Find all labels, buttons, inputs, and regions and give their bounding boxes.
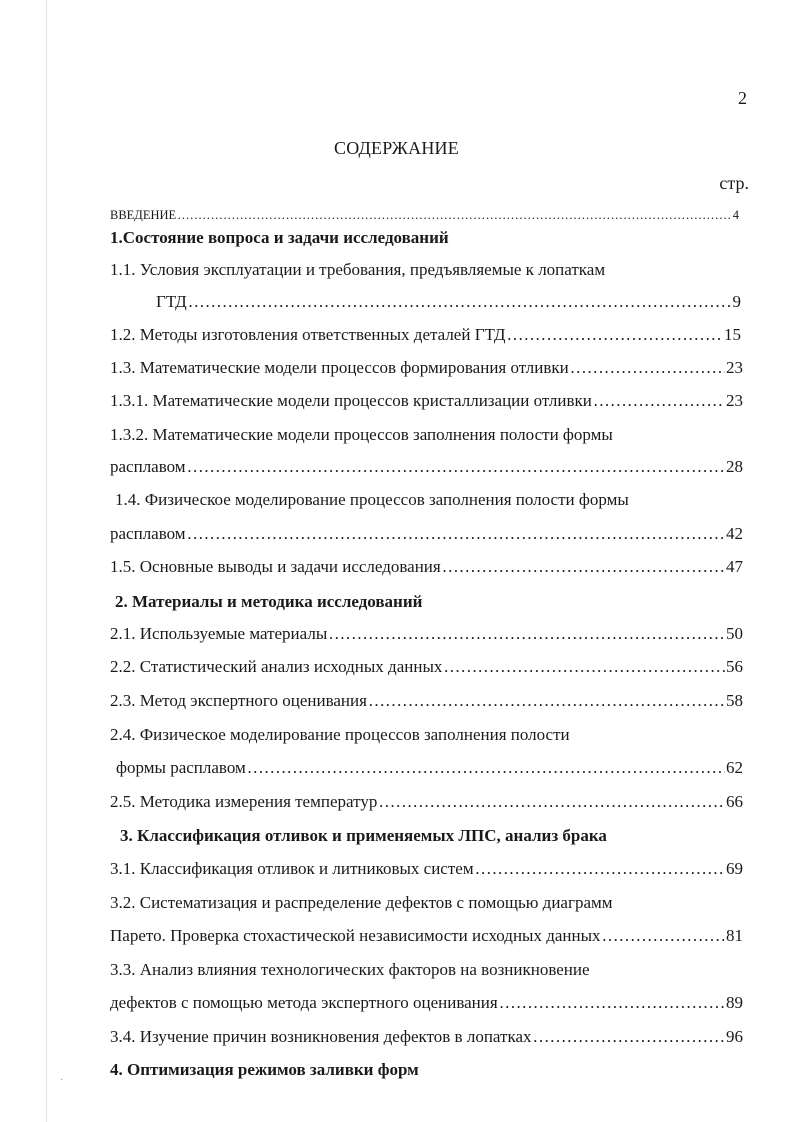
toc-leader-dots <box>187 457 725 477</box>
toc-entry-text: 2.3. Метод экспертного оценивания <box>110 691 367 710</box>
toc-leader-dots <box>570 358 725 378</box>
scan-speck: · <box>60 1075 64 1086</box>
toc-page-number: 96 <box>726 1027 743 1046</box>
toc-page-number: 4 <box>732 208 739 222</box>
toc-entry-1-4-line1[interactable]: 1.4. Физическое моделирование процессов заполнения полости формы <box>115 490 629 509</box>
toc-entry-text: 2.1. Используемые материалы <box>110 624 328 643</box>
toc-page-number: 62 <box>726 758 743 777</box>
toc-chapter-2-heading[interactable]: 2. Материалы и методика исследований <box>115 592 423 611</box>
toc-page-number: 23 <box>726 358 743 377</box>
toc-chapter-1-heading[interactable]: 1.Состояние вопроса и задачи исследований <box>110 228 449 247</box>
toc-leader-dots <box>177 205 732 225</box>
toc-leader-dots <box>593 391 725 411</box>
toc-entry-1-3-2[interactable] <box>110 457 743 477</box>
toc-entry-text: 2.2. Статистический анализ исходных данных <box>110 657 443 676</box>
toc-page-number: 58 <box>726 691 743 710</box>
toc-entry-1-1[interactable] <box>156 292 741 312</box>
toc-entry-1-3-2-line1[interactable]: 1.3.2. Математические модели процессов заполнения полости формы <box>110 425 613 444</box>
toc-entry-text: 1.3. Математические модели процессов формирования отливки <box>110 358 569 377</box>
toc-page-number: 47 <box>726 557 743 576</box>
toc-leader-dots <box>475 859 725 879</box>
toc-entry-text: ГТД <box>156 292 187 311</box>
toc-entry-2-2[interactable] <box>110 657 743 677</box>
toc-page-number: 81 <box>726 926 743 945</box>
toc-entry-2-5[interactable] <box>110 792 743 812</box>
toc-chapter-4-heading[interactable]: 4. Оптимизация режимов заливки форм <box>110 1060 419 1079</box>
toc-page-number: 66 <box>726 792 743 811</box>
toc-page-number: 15 <box>724 325 741 344</box>
toc-entry-text: дефектов с помощью метода экспертного оценивания <box>110 993 498 1012</box>
toc-entry-intro[interactable] <box>110 205 739 225</box>
toc-leader-dots <box>442 557 725 577</box>
toc-entry-2-4-line1[interactable]: 2.4. Физическое моделирование процессов заполнения полости <box>110 725 570 744</box>
scan-edge <box>46 0 47 1122</box>
toc-chapter-3-heading[interactable]: 3. Классификация отливок и применяемых ЛПС, анализ брака <box>120 826 607 845</box>
toc-entry-1-1-line1[interactable]: 1.1. Условия эксплуатации и требования, предъявляемые к лопаткам <box>110 260 606 279</box>
toc-leader-dots <box>328 624 725 644</box>
toc-leader-dots <box>188 292 732 312</box>
toc-leader-dots <box>499 993 725 1013</box>
toc-leader-dots <box>368 691 725 711</box>
page-column-label: стр. <box>719 173 749 193</box>
toc-leader-dots <box>443 657 725 677</box>
toc-entry-3-1[interactable] <box>110 859 743 879</box>
toc-entry-3-3[interactable] <box>110 993 743 1013</box>
toc-entry-2-1[interactable] <box>110 624 743 644</box>
toc-entry-1-3-1[interactable] <box>110 391 743 411</box>
toc-leader-dots <box>187 524 725 544</box>
toc-entry-text: 1.3.1. Математические модели процессов кристаллизации отливки <box>110 391 592 410</box>
toc-entry-3-2-line1[interactable]: 3.2. Систематизация и распределение дефектов с помощью диаграмм <box>110 893 613 912</box>
toc-page-number: 23 <box>726 391 743 410</box>
page-number: 2 <box>738 88 747 108</box>
page-title: СОДЕРЖАНИЕ <box>334 138 459 158</box>
toc-entry-3-2[interactable] <box>110 926 743 946</box>
toc-entry-text: 3.1. Классификация отливок и литниковых систем <box>110 859 474 878</box>
toc-entry-text: Парето. Проверка стохастической независимости исходных данных <box>110 926 601 945</box>
toc-page-number: 69 <box>726 859 743 878</box>
toc-entry-text: 3.4. Изучение причин возникновения дефектов в лопатках <box>110 1027 532 1046</box>
toc-leader-dots <box>602 926 725 946</box>
toc-page-number: 56 <box>726 657 743 676</box>
toc-page-number: 9 <box>732 292 741 311</box>
toc-entry-3-3-line1[interactable]: 3.3. Анализ влияния технологических факторов на возникновение <box>110 960 590 979</box>
toc-entry-text: формы расплавом <box>116 758 246 777</box>
toc-entry-1-5[interactable] <box>110 557 743 577</box>
toc-leader-dots <box>247 758 725 778</box>
toc-entry-2-3[interactable] <box>110 691 743 711</box>
toc-entry-text: 1.5. Основные выводы и задачи исследования <box>110 557 441 576</box>
toc-page-number: 42 <box>726 524 743 543</box>
toc-entry-text: 1.2. Методы изготовления ответственных деталей ГТД <box>110 325 506 344</box>
toc-entry-text: 2.5. Методика измерения температур <box>110 792 378 811</box>
toc-page-number: 89 <box>726 993 743 1012</box>
toc-entry-text: ВВЕДЕНИЕ <box>110 208 177 222</box>
toc-entry-3-4[interactable] <box>110 1027 743 1047</box>
toc-leader-dots <box>378 792 725 812</box>
toc-entry-text: расплавом <box>110 524 186 543</box>
toc-page-number: 28 <box>726 457 743 476</box>
toc-entry-1-3[interactable] <box>110 358 743 378</box>
toc-page-number: 50 <box>726 624 743 643</box>
toc-entry-1-2[interactable] <box>110 325 741 345</box>
toc-leader-dots <box>506 325 723 345</box>
toc-leader-dots <box>533 1027 726 1047</box>
toc-entry-text: расплавом <box>110 457 186 476</box>
toc-entry-2-4[interactable] <box>116 758 743 778</box>
toc-entry-1-4[interactable] <box>110 524 743 544</box>
